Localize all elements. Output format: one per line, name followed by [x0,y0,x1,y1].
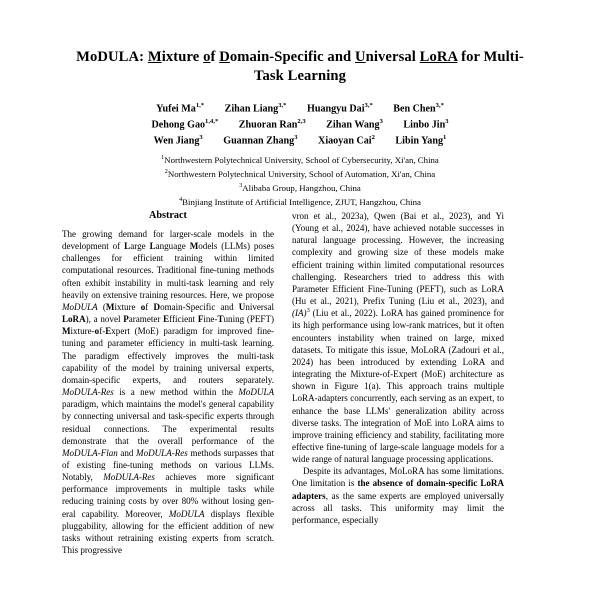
page-title: MoDULA: Mixture of Domain-Specific and Universal LoRA for Multi-Task Learning [76,49,524,84]
affiliation-marker: 1 [161,154,165,162]
author: Guannan Zhang$^3$ [223,134,298,147]
author: Zhuoran Ran$^{2,3}$ [238,118,306,131]
author: Xiaoyan Cai$^2$ [318,134,375,147]
limitations-paragraph: Despite its advantages, MoLoRA has some limitations. One limitation is the absence of domain-specific LoRA adapters, as the same experts are employed universally across all tasks. This uniformity may limit the performance, especially [292,466,504,525]
affiliation [62,153,538,167]
affiliation-list [62,153,538,209]
author: Huangyu Dai$^{3,*}$ [307,102,373,115]
author-affiliation-marker: 3 [294,134,298,142]
author: Linbo Jin$^3$ [403,118,449,131]
affiliation [62,167,538,181]
author-affiliation-marker: 1 [443,134,447,142]
right-column [292,210,504,602]
author: Ben Chen$^{3,*}$ [393,102,444,115]
author-affiliation-marker: 1,4,* [205,118,219,126]
author-affiliation-marker: 3,* [435,102,444,110]
affiliation [62,181,538,195]
left-column [62,210,274,602]
author-affiliation-marker: 3 [199,134,203,142]
author: Dehong Gao$^{1,4,*}$ [151,118,219,131]
author-affiliation-marker: 2 [371,134,375,142]
author: Yufei $Ma^{1,*}$ [156,102,205,115]
author-affiliation-marker: 3,* [364,102,373,110]
author-row [62,117,538,133]
affiliation-text: Alibaba Group, Hangzhou, China [242,182,361,193]
author: Zihan Wang$^3$ [326,118,383,131]
author-affiliation-marker: 3 [445,118,449,126]
affiliation-text: Northwestern Polytechnical University, School of Cybersecurity, Xi'an, China [164,154,439,165]
author-row [62,101,538,117]
affiliation-marker: 2 [164,167,168,175]
body-columns [62,210,538,602]
affiliation-text: Northwestern Polytechnical University, School of Automation, Xi'an, China [167,168,436,179]
author-affiliation-marker: 2,3 [297,118,306,126]
affiliation-marker: 4 [179,195,183,203]
author-affiliation-marker: 3 [379,118,383,126]
abstract-text: The growing demand for larger-scale models in the development of Large Language Models (LLMs) poses challenges for efficient training within limited computational resources. Traditional fine-tuning methods often exhibit instability in multi-task learning and rely heavily on extensive training resources. Here, we propose MoDULA (Mixture of Domain-Specific and Universal LoRA), a novel Parameter Efficient Fine-Tuning (PEFT) Mixture-of-Expert (MoE) paradigm for improved fine-tuning and parameter efficiency in multi-task learning. The paradigm effectively improves the multi-task capability of the model by training universal experts, domain-specific experts, and routers separately. MoDULA-Res is a new method within the MoDULA paradigm, which maintains the model's general capability by connecting universal and task-specific experts through residual connections. The experimental results demonstrate that the overall performance of the MoDULA-Flan and MoDULA-Res methods surpasses that of existing fine-tuning methods on various LLMs. Notably, MoDULA-Res achieves more significant performance improvements in multiple tasks while reducing training costs by over 80% without losing general capability. Moreover, MoDULA displays flexible pluggability, allowing for the efficient addition of new tasks without retraining existing experts from scratch. This progressive [62,229,274,556]
author: Wen Jiang$^3$ [153,134,203,147]
author-affiliation-marker: 1,* [195,102,205,110]
author-list [62,101,538,149]
author: Libin Yang$^1$ [395,134,447,147]
affiliation [62,195,538,209]
affiliation-marker: 3 [239,181,243,189]
intro-paragraph-continued: vron et al., 2023a), Qwen (Bai et al., 2023), and Yi (Young et al., 2024), have achieved notable successes in natural language processing. However, the increasing complexity and growing size of these models make efficient training within limited computational resources challenging. Researchers tried to address this with Parameter Efficient Fine-Tuning (PEFT), such as LoRA (Hu et al., 2021), Prefix Tuning (Liu et al., 2023), and (IA)$^3$ (Liu et al., 2022). LoRA has gained prominence for its high performance using low-rank matrices, but it often encounters instability when trained on large, mixed datasets. To mitigate this issue, MoLoRA (Zadouri et al., 2024) has been introduced by extending LoRA and integrating the Mixture-of-Expert (MoE) architecture as shown in Figure 1(a). This approach trains multiple LoRA-adapters concurrently, each serving as an expert, to enhance the base LLMs' generalization ability across diverse tasks. The integration of MoE into LoRA aims to improve training efficiency and stability, facilitating more effective fine-tuning of large-scale language models for a wide range of natural language processing applications. [292,211,504,465]
author: Zihan Liang$^{3,*}$ [224,102,287,115]
abstract-heading: Abstract [149,210,187,221]
author-row [62,133,538,149]
author-affiliation-marker: 3,* [278,102,287,110]
affiliation-text: Binjiang Institute of Artificial Intelligence, ZJUT, Hangzhou, China [182,196,421,207]
